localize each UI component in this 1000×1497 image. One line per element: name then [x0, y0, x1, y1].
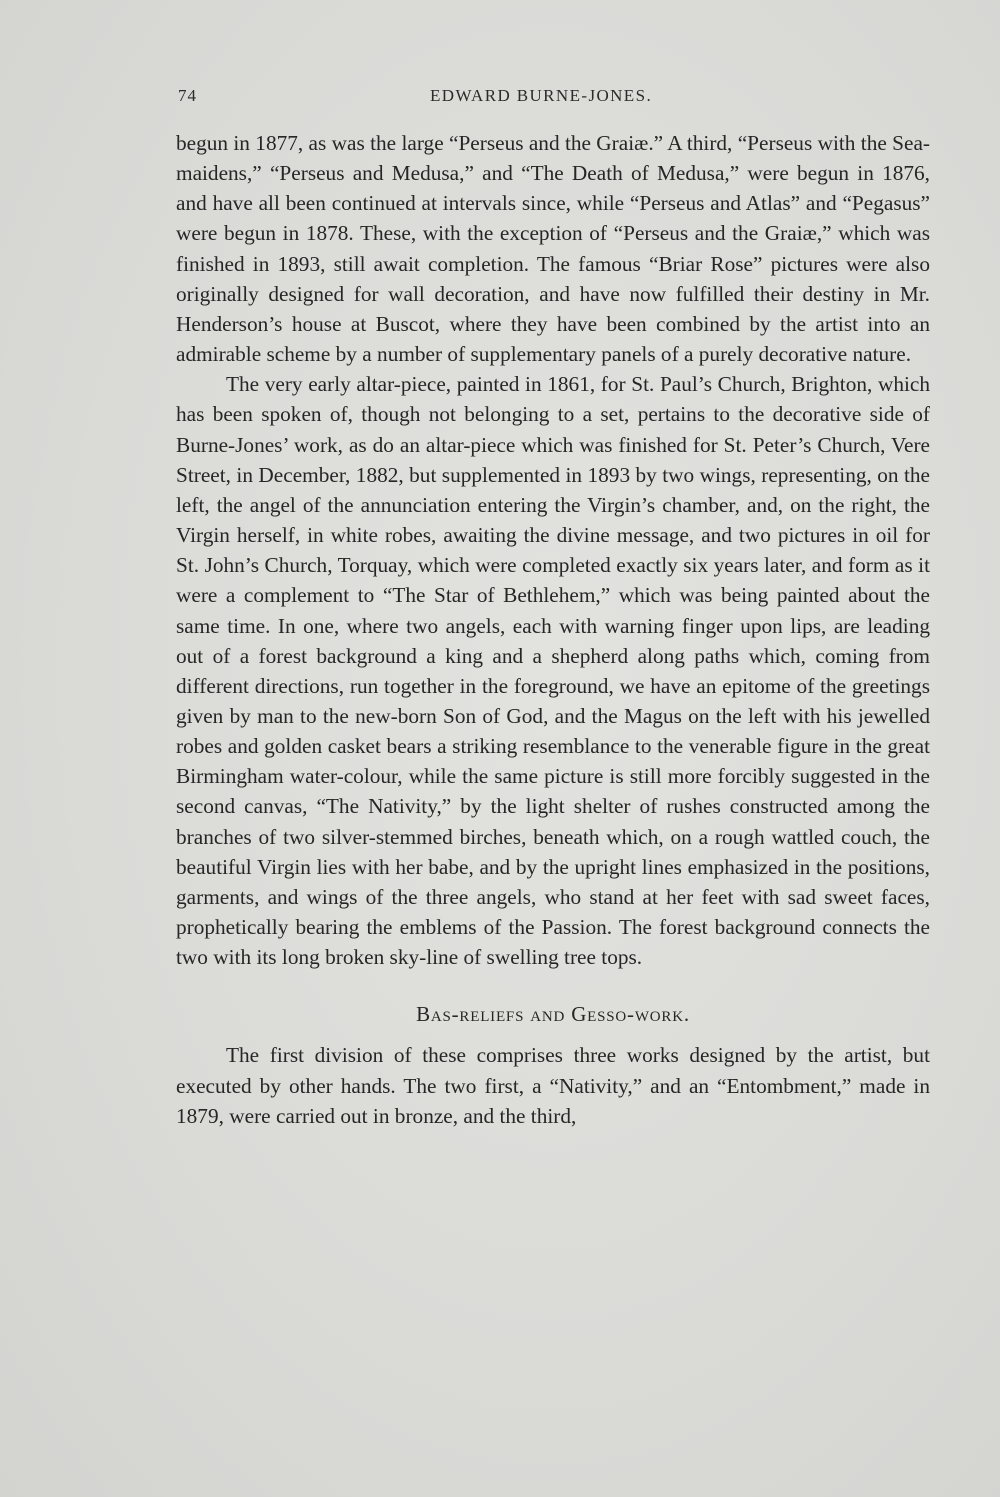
paragraph: The very early altar-piece, painted in 1861, for St. Paul’s Church, Brighton, which has been spoken of, though not belonging to a set, pertains to the decorative side of Burne-Jones’ work, as do an altar-piece which was finished for St. Peter’s Church, Vere Street, in December, 1882, but supplemented in 1893 by two wings, representing, on the left, the angel of the annunciation entering the Virgin’s chamber, and, on the right, the Virgin herself, in white robes, awaiting the divine message, and two pictures in oil for St. John’s Church, Torquay, which were completed exactly six years later, and form as it were a complement to “The Star of Bethlehem,” which was being painted about the same time. In one, where two angels, each with warning finger upon lips, are leading out of a forest background a king and a shepherd along paths which, coming from different directions, run together in the foreground, we have an epitome of the greetings given by man to the new-born Son of God, and the Magus on the left with his jewelled robes and golden casket bears a striking resemblance to the venerable figure in the great Birmingham water-colour, while the same picture is still more forcibly suggested in the second canvas, “The Nativity,” by the light shelter of rushes constructed among the branches of two silver-stemmed birches, beneath which, on a rough wattled couch, the beautiful Virgin lies with her babe, and by the upright lines emphasized in the positions, garments, and wings of the three angels, who stand at her feet with sad sweet faces, prophetically bearing the emblems of the Passion. The forest background connects the two with its long broken sky-line of swelling tree tops.	[176, 372, 930, 970]
page-number: 74	[178, 86, 197, 105]
body-text	[176, 128, 930, 1131]
running-title: EDWARD BURNE-JONES.	[430, 86, 653, 105]
paragraph: begun in 1877, as was the large “Perseus and the Graiæ.” A third, “Perseus with the Sea-maidens,” “Perseus and Medusa,” and “The Death of Medusa,” were begun in 1876, and have all been continued at intervals since, while “Perseus and Atlas” and “Pegasus” were begun in 1878. These, with the exception of “Perseus and the Graiæ,” which was finished in 1893, still await completion. The famous “Briar Rose” pictures were also originally designed for wall decoration, and have now fulfilled their destiny in Mr. Henderson’s house at Buscot, where they have been combined by the artist into an admirable scheme by a number of supplementary panels of a purely decorative nature.	[176, 131, 930, 367]
paragraph: The first division of these comprises three works designed by the artist, but executed by other hands. The two first, a “Nativity,” and an “Entombment,” made in 1879, were carried out in bronze, and the third,	[176, 1043, 930, 1128]
section-heading: Bas-reliefs and Gesso-work.	[416, 1002, 690, 1027]
running-head	[178, 86, 930, 110]
